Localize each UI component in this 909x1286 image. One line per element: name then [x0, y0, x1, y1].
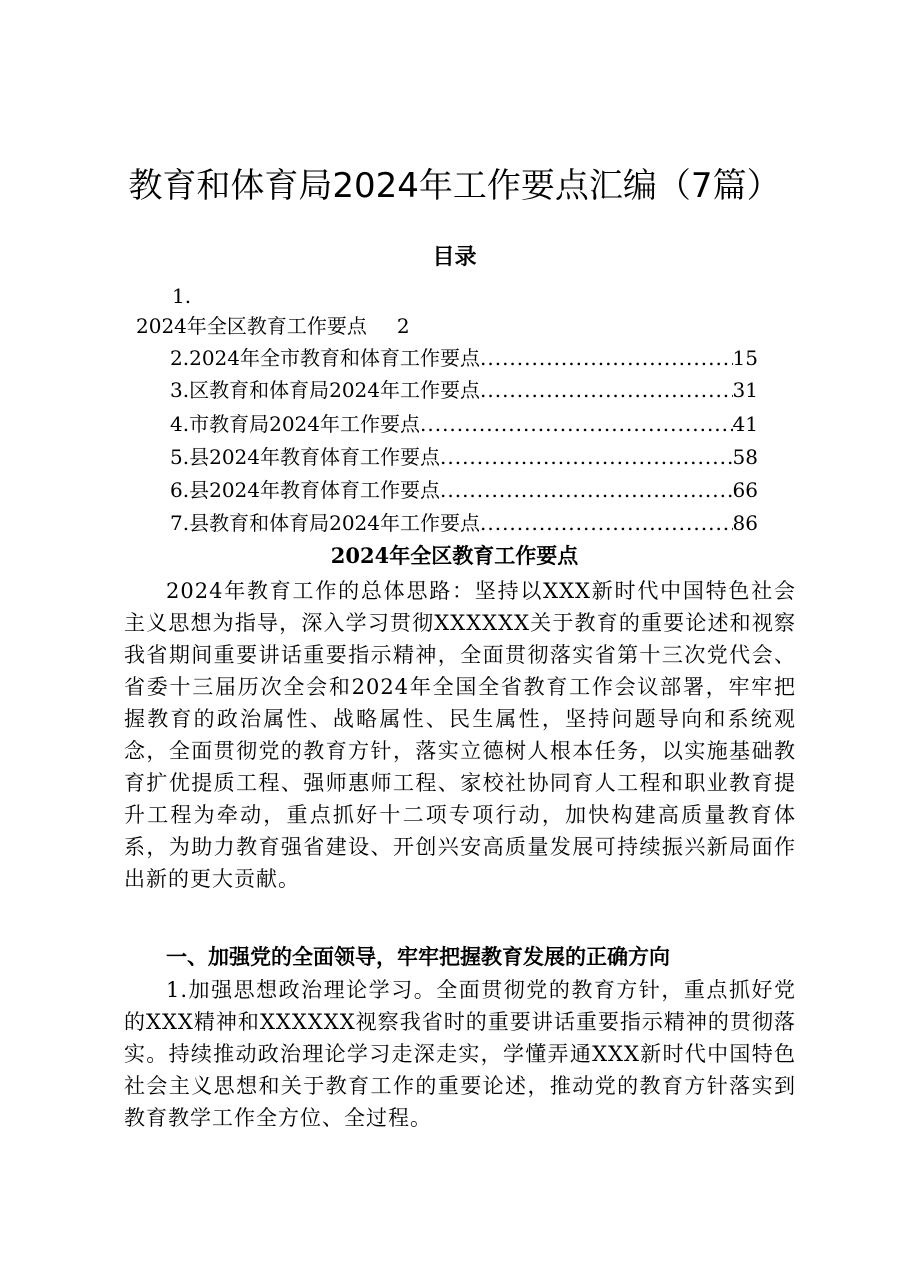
- toc-leader-dots: [440, 443, 733, 471]
- toc-item-1-text: 2024年全区教育工作要点: [136, 314, 367, 338]
- body-paragraph-1: 1.加强思想政治理论学习。全面贯彻党的教育方针，重点抓好党的XXX精神和XXXXXX视察我省时的重要讲话重要指示精神的贯彻落实。持续推动政治理论学习走深走实，学懂弄通XXX新时代中国特色社会主义思想和关于教育工作的重要论述，推动党的教育方针落实到教育教学工作全方位、全过程。: [124, 978, 796, 1130]
- section-title: 2024年全区教育工作要点: [330, 543, 579, 568]
- toc-item-text: 2024年全市教育和体育工作要点: [189, 346, 480, 370]
- toc-leader-dots: [420, 410, 733, 438]
- toc-item-1-page: 2: [396, 314, 410, 338]
- toc-item-6[interactable]: [170, 476, 758, 504]
- toc-item-7[interactable]: [170, 509, 758, 537]
- toc-item-number: 4.: [170, 412, 190, 436]
- toc-item-page: 41: [732, 412, 758, 436]
- toc-item-number: 5.: [170, 445, 190, 469]
- toc-item-2[interactable]: [170, 344, 758, 372]
- toc-item-number: 2.: [170, 346, 190, 370]
- toc-item-5[interactable]: [170, 443, 758, 471]
- toc-leader-dots: [480, 509, 733, 537]
- toc-item-text: 县2024年教育体育工作要点: [189, 478, 440, 502]
- toc-item-text: 县2024年教育体育工作要点: [189, 445, 440, 469]
- toc-item-1-number: 1.: [172, 284, 192, 308]
- toc-item-text: 区教育和体育局2024年工作要点: [189, 378, 480, 402]
- toc-item-page: 66: [732, 478, 758, 502]
- toc-item-1[interactable]: [136, 312, 410, 340]
- toc-item-3[interactable]: [170, 376, 758, 404]
- toc-item-number: 7.: [170, 511, 190, 535]
- toc-item-number: 3.: [170, 378, 190, 402]
- toc-item-4[interactable]: [170, 410, 758, 438]
- section-heading-1: 一、加强党的全面领导，牢牢把握教育发展的正确方向: [166, 945, 670, 969]
- toc-item-text: 县教育和体育局2024年工作要点: [189, 511, 480, 535]
- toc-item-page: 31: [732, 378, 758, 402]
- toc-item-number: 6.: [170, 478, 190, 502]
- toc-leader-dots: [480, 344, 733, 372]
- toc-leader-dots: [480, 376, 733, 404]
- toc-item-page: 58: [732, 445, 758, 469]
- intro-paragraph: 2024年教育工作的总体思路：坚持以XXX新时代中国特色社会主义思想为指导，深入学习贯彻XXXXXX关于教育的重要论述和视察我省期间重要讲话重要指示精神，全面贯彻落实省第十三次党代会、省委十三届历次全会和2024年全国全省教育工作会议部署，牢牢把握教育的政治属性、战略属性、民生属性，坚持问题导向和系统观念，全面贯彻党的教育方针，落实立德树人根本任务，以实施基础教育扩优提质工程、强师惠师工程、家校社协同育人工程和职业教育提升工程为牵动，重点抓好十二项专项行动，加快构建高质量教育体系，为助力教育强省建设、开创兴安高质量发展可持续振兴新局面作出新的更大贡献。: [124, 579, 796, 891]
- toc-item-page: 86: [732, 511, 758, 535]
- toc-item-text: 市教育局2024年工作要点: [189, 412, 420, 436]
- toc-item-page: 15: [732, 346, 758, 370]
- toc-leader-dots: [440, 476, 733, 504]
- document-title: 教育和体育局2024年工作要点汇编（7篇）: [128, 166, 781, 206]
- toc-heading: 目录: [432, 245, 477, 270]
